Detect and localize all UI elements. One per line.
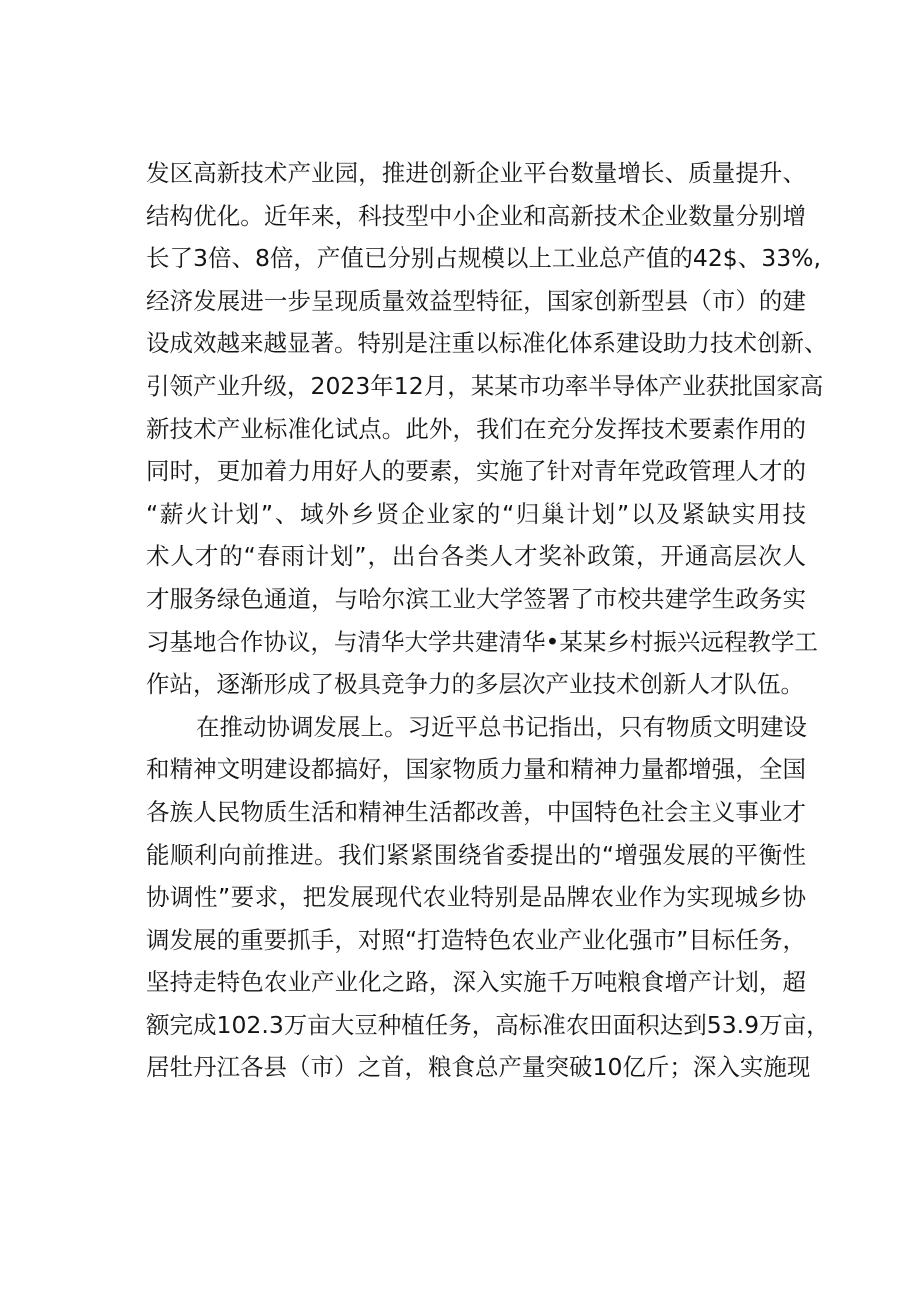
text-line: 坚持走特色农业产业化之路，深入实施千万吨粮食增产计划，超: [146, 968, 806, 997]
text-line: 才服务绿色通道，与哈尔滨工业大学签署了市校共建学生政务实: [146, 584, 806, 613]
text-line: 经济发展进一步呈现质量效益型特征，国家创新型县（市）的建: [146, 286, 806, 315]
text-line: 协调性”要求，把发展现代农业特别是品牌农业作为实现城乡协: [146, 883, 806, 912]
text-line: 居牡丹江各县（市）之首，粮食总产量突破10亿斤；深入实施现: [146, 1053, 811, 1082]
text-line: 额完成102.3万亩大豆种植任务，高标准农田面积达到53.9万亩，: [146, 1010, 830, 1039]
text-line: 设成效越来越显著。特别是注重以标准化体系建设助力技术创新、: [146, 329, 828, 358]
text-line: 长了3倍、8倍，产值已分别占规模以上工业总产值的42$、33%,: [146, 244, 821, 273]
text-line: 引领产业升级，2023年12月，某某市功率半导体产业获批国家高: [146, 371, 824, 400]
paragraph-first-line: 在推动协调发展上。习近平总书记指出，只有物质文明建设: [196, 712, 807, 741]
text-line: 和精神文明建设都搞好，国家物质力量和精神力量都增强，全国: [146, 755, 806, 784]
text-line: 能顺利向前推进。我们紧紧围绕省委提出的“增强发展的平衡性: [146, 840, 806, 869]
text-line: “薪火计划”、域外乡贤企业家的“归巢计划”以及紧缺实用技: [146, 499, 806, 528]
text-line: 调发展的重要抓手，对照“打造特色农业产业化强市”目标任务，: [146, 925, 806, 954]
text-line: 同时，更加着力用好人的要素，实施了针对青年党政管理人才的: [146, 457, 806, 486]
body-text: [146, 152, 830, 1089]
text-line: 结构优化。近年来，科技型中小企业和高新技术企业数量分别增: [146, 201, 806, 230]
text-line: 术人才的“春雨计划”，出台各类人才奖补政策，开通高层次人: [146, 542, 806, 571]
text-line: 作站，逐渐形成了极具竞争力的多层次产业技术创新人才队伍。: [146, 670, 804, 699]
text-line: 习基地合作协议，与清华大学共建清华•某某乡村振兴远程教学工: [146, 627, 818, 656]
text-line: 新技术产业标准化试点。此外，我们在充分发挥技术要素作用的: [146, 414, 806, 443]
text-line: 发区高新技术产业园，推进创新企业平台数量增长、质量提升、: [146, 159, 806, 187]
text-line: 各族人民物质生活和精神生活都改善，中国特色社会主义事业才: [146, 797, 806, 826]
